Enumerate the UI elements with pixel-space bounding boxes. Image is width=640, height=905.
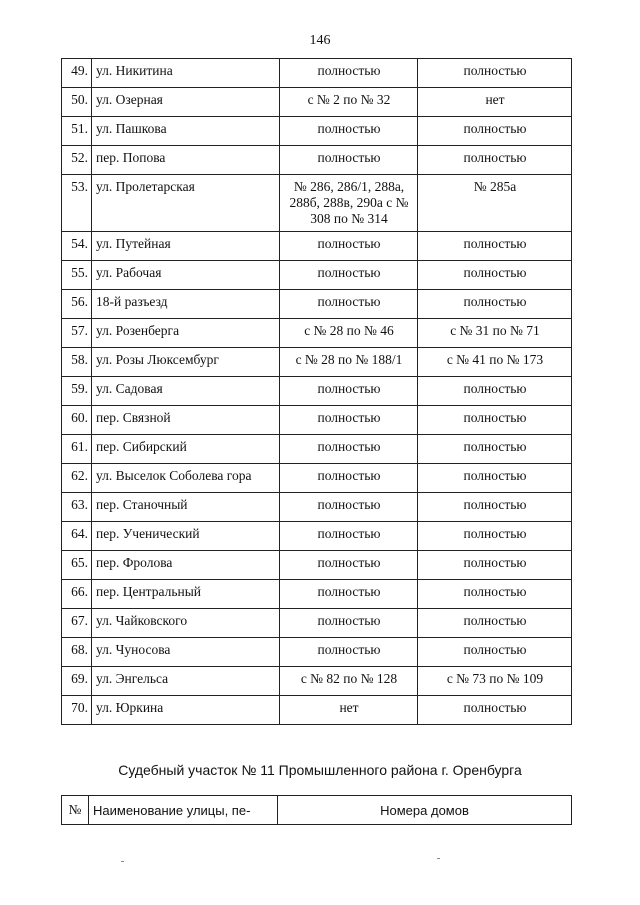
row-number: 69. <box>62 667 92 696</box>
house-range-odd-even-1: полностью <box>280 522 418 551</box>
house-range-odd-even-1: полностью <box>280 406 418 435</box>
house-range-2: полностью <box>418 377 572 406</box>
streets-table <box>61 58 572 725</box>
house-range-odd-even-1: полностью <box>280 464 418 493</box>
next-table-header <box>61 795 572 825</box>
table-row <box>62 522 572 551</box>
page-number: 146 <box>309 33 331 48</box>
house-range-2: полностью <box>418 117 572 146</box>
house-range-odd-even-1: полностью <box>280 290 418 319</box>
street-name: пер. Ученический <box>92 522 280 551</box>
street-name: пер. Фролова <box>92 551 280 580</box>
street-name: ул. Чайковского <box>92 609 280 638</box>
house-range-odd-even-1: полностью <box>280 146 418 175</box>
table-row <box>62 290 572 319</box>
house-range-2: полностью <box>418 290 572 319</box>
house-range-odd-even-1: с № 2 по № 32 <box>280 88 418 117</box>
house-range-odd-even-1: полностью <box>280 232 418 261</box>
row-number: 63. <box>62 493 92 522</box>
row-number: 54. <box>62 232 92 261</box>
house-range-2: № 285а <box>418 175 572 232</box>
table-row <box>62 638 572 667</box>
row-number: 59. <box>62 377 92 406</box>
row-number: 62. <box>62 464 92 493</box>
table-row <box>62 146 572 175</box>
table-row <box>62 232 572 261</box>
table-row <box>62 435 572 464</box>
house-range-odd-even-1: полностью <box>280 59 418 88</box>
row-number: 53. <box>62 175 92 232</box>
table-row <box>62 377 572 406</box>
row-number: 49. <box>62 59 92 88</box>
house-range-odd-even-1: полностью <box>280 580 418 609</box>
house-range-odd-even-1: полностью <box>280 435 418 464</box>
table-row <box>62 88 572 117</box>
house-range-2: полностью <box>418 522 572 551</box>
street-name: ул. Пашкова <box>92 117 280 146</box>
house-range-2: нет <box>418 88 572 117</box>
header-street-name: Наименование улицы, пе- <box>89 796 278 825</box>
table-row <box>62 117 572 146</box>
table-row <box>62 464 572 493</box>
street-name: пер. Сибирский <box>92 435 280 464</box>
street-name: ул. Садовая <box>92 377 280 406</box>
house-range-2: с № 41 по № 173 <box>418 348 572 377</box>
house-range-2: полностью <box>418 551 572 580</box>
row-number: 57. <box>62 319 92 348</box>
house-range-2: полностью <box>418 696 572 725</box>
street-name: 18-й разъезд <box>92 290 280 319</box>
house-range-odd-even-1: полностью <box>280 261 418 290</box>
table-row <box>62 175 572 232</box>
house-range-2: полностью <box>418 406 572 435</box>
scan-speck <box>121 861 124 862</box>
section-title: Судебный участок № 11 Промышленного района г. Оренбурга <box>118 762 522 778</box>
house-range-2: с № 31 по № 71 <box>418 319 572 348</box>
header-house-numbers: Номера домов <box>278 796 572 825</box>
house-range-odd-even-1: полностью <box>280 638 418 667</box>
table-row <box>62 319 572 348</box>
street-name: ул. Юркина <box>92 696 280 725</box>
table-row <box>62 406 572 435</box>
house-range-odd-even-1: нет <box>280 696 418 725</box>
house-range-odd-even-1: с № 28 по № 46 <box>280 319 418 348</box>
table-row <box>62 609 572 638</box>
street-name: ул. Розенберга <box>92 319 280 348</box>
street-name: пер. Центральный <box>92 580 280 609</box>
house-range-2: с № 73 по № 109 <box>418 667 572 696</box>
house-range-2: полностью <box>418 232 572 261</box>
house-range-odd-even-1: полностью <box>280 609 418 638</box>
table-row <box>62 551 572 580</box>
street-name: ул. Никитина <box>92 59 280 88</box>
row-number: 60. <box>62 406 92 435</box>
header-row <box>62 796 572 825</box>
row-number: 67. <box>62 609 92 638</box>
street-name: пер. Связной <box>92 406 280 435</box>
street-name: пер. Станочный <box>92 493 280 522</box>
row-number: 56. <box>62 290 92 319</box>
house-range-2: полностью <box>418 609 572 638</box>
street-name: ул. Выселок Соболева гора <box>92 464 280 493</box>
row-number: 55. <box>62 261 92 290</box>
table-row <box>62 493 572 522</box>
row-number: 50. <box>62 88 92 117</box>
street-name: пер. Попова <box>92 146 280 175</box>
house-range-odd-even-1: полностью <box>280 377 418 406</box>
table-row <box>62 696 572 725</box>
table-row <box>62 667 572 696</box>
house-range-2: полностью <box>418 146 572 175</box>
house-range-odd-even-1: полностью <box>280 493 418 522</box>
house-range-2: полностью <box>418 580 572 609</box>
table-row <box>62 59 572 88</box>
row-number: 68. <box>62 638 92 667</box>
house-range-2: полностью <box>418 493 572 522</box>
table-row <box>62 261 572 290</box>
house-range-odd-even-1: с № 82 по № 128 <box>280 667 418 696</box>
house-range-2: полностью <box>418 464 572 493</box>
header-num: № <box>62 796 89 825</box>
row-number: 70. <box>62 696 92 725</box>
row-number: 65. <box>62 551 92 580</box>
house-range-2: полностью <box>418 638 572 667</box>
street-name: ул. Энгельса <box>92 667 280 696</box>
row-number: 58. <box>62 348 92 377</box>
house-range-odd-even-1: № 286, 286/1, 288а, 288б, 288в, 290а с № 308 по № 314 <box>280 175 418 232</box>
scan-speck <box>437 858 440 859</box>
house-range-2: полностью <box>418 59 572 88</box>
street-name: ул. Пролетарская <box>92 175 280 232</box>
house-range-odd-even-1: полностью <box>280 551 418 580</box>
table-row <box>62 580 572 609</box>
house-range-2: полностью <box>418 261 572 290</box>
row-number: 61. <box>62 435 92 464</box>
row-number: 66. <box>62 580 92 609</box>
house-range-odd-even-1: полностью <box>280 117 418 146</box>
street-name: ул. Рабочая <box>92 261 280 290</box>
row-number: 52. <box>62 146 92 175</box>
row-number: 64. <box>62 522 92 551</box>
street-name: ул. Чуносова <box>92 638 280 667</box>
street-name: ул. Путейная <box>92 232 280 261</box>
street-name: ул. Розы Люксембург <box>92 348 280 377</box>
house-range-odd-even-1: с № 28 по № 188/1 <box>280 348 418 377</box>
street-name: ул. Озерная <box>92 88 280 117</box>
house-range-2: полностью <box>418 435 572 464</box>
table-row <box>62 348 572 377</box>
streets-table-body <box>62 59 572 725</box>
row-number: 51. <box>62 117 92 146</box>
